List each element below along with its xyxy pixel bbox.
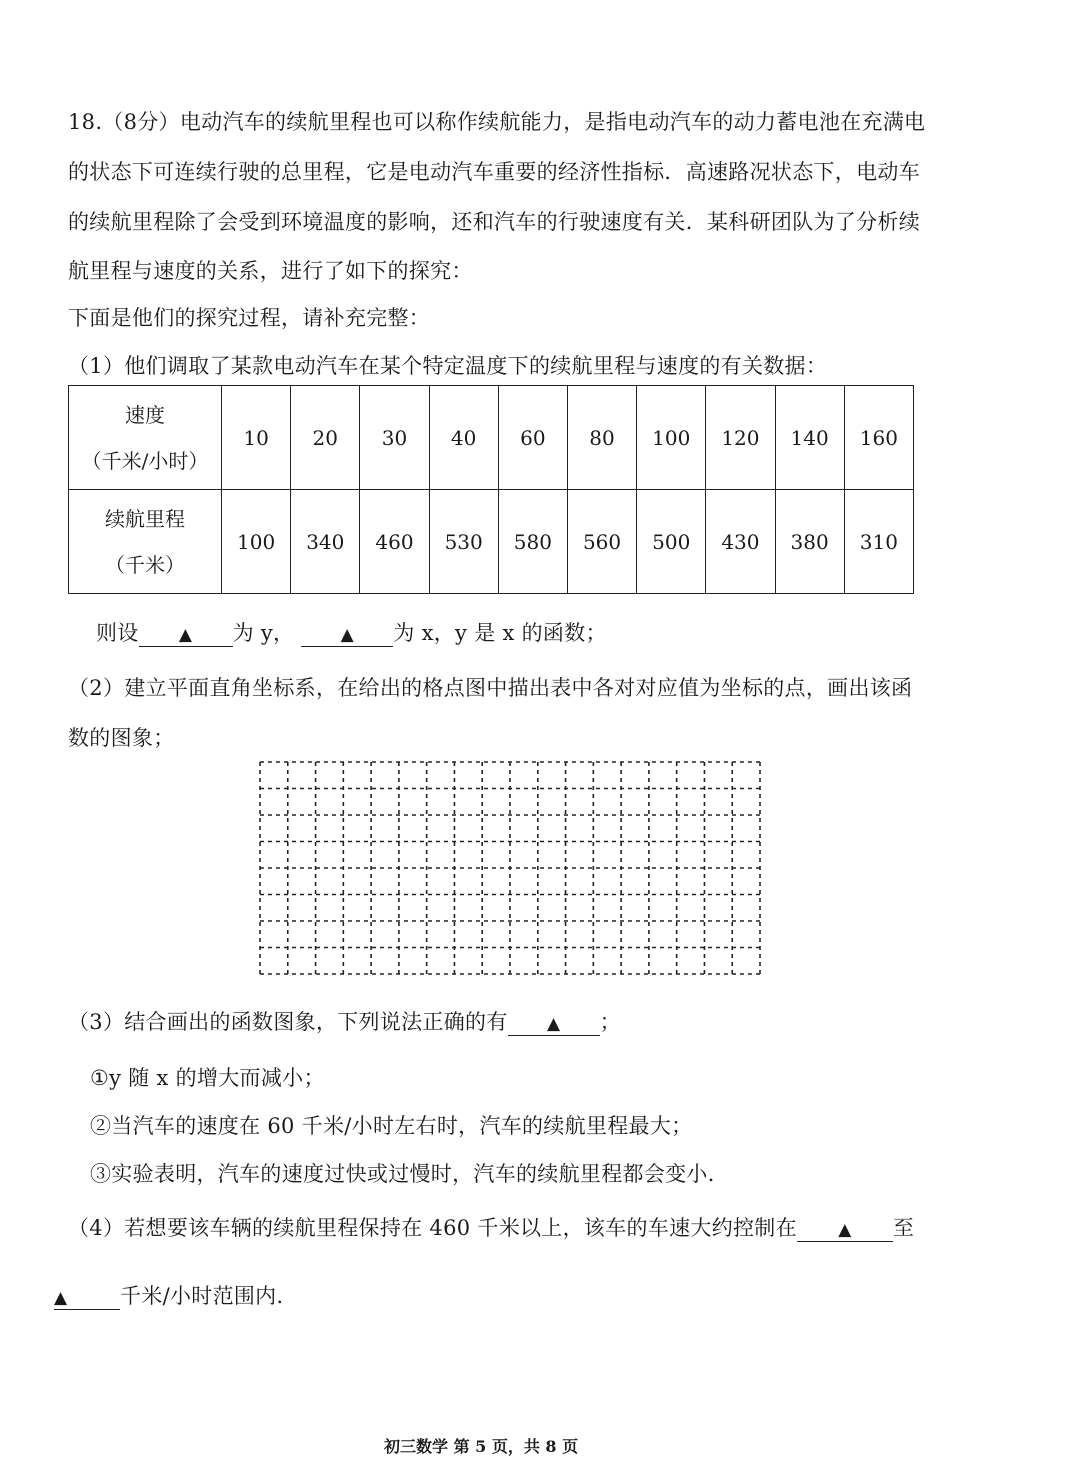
answer-blank-low[interactable]	[797, 1217, 893, 1242]
range-header	[69, 490, 222, 594]
range-cell: 430	[706, 490, 775, 594]
range-header-label: 续航里程	[105, 506, 185, 531]
question-line-4: 航里程与速度的关系，进行了如下的探究：	[68, 259, 473, 283]
range-cell: 310	[844, 490, 913, 594]
part4-end: 千米/小时范围内．	[120, 1284, 298, 1308]
fill-prefix: 则设	[96, 621, 139, 645]
range-cell: 100	[222, 490, 291, 594]
range-header-unit: （千米）	[105, 552, 185, 577]
speed-cell: 30	[360, 386, 429, 490]
part4-line-2	[54, 1280, 298, 1310]
range-cell: 560	[567, 490, 636, 594]
range-cell: 530	[429, 490, 498, 594]
speed-cell: 80	[567, 386, 636, 490]
dotted-grid[interactable]	[258, 760, 764, 978]
question-line-3: 的续航里程除了会受到环境温度的影响，还和汽车的行驶速度有关．某科研团队为了分析续	[68, 210, 920, 234]
part3-prompt: （3）结合画出的函数图象，下列说法正确的有	[68, 1010, 508, 1034]
speed-cell: 120	[706, 386, 775, 490]
range-cell: 460	[360, 490, 429, 594]
speed-cell: 40	[429, 386, 498, 490]
option-3: ③实验表明，汽车的速度过快或过慢时，汽车的续航里程都会变小．	[90, 1162, 729, 1186]
speed-header-unit: （千米/小时）	[81, 448, 209, 473]
part4-to: 至	[892, 1216, 915, 1240]
triangle-icon: ▲	[340, 625, 355, 645]
range-cell: 580	[498, 490, 567, 594]
range-row	[69, 490, 914, 594]
range-cell: 380	[775, 490, 844, 594]
part2-line-2: 数的图象；	[68, 726, 175, 750]
answer-blank-high[interactable]	[54, 1285, 120, 1310]
answer-blank-y[interactable]	[139, 622, 233, 647]
data-table	[68, 385, 914, 594]
part3-end: ；	[599, 1010, 621, 1034]
range-cell: 500	[637, 490, 706, 594]
part4-prompt: （4）若想要该车辆的续航里程保持在 460 千米以上，该车的车速大约控制在	[68, 1216, 797, 1240]
triangle-icon: ▲	[54, 1288, 68, 1308]
speed-cell: 160	[844, 386, 913, 490]
part2-line-1: （2）建立平面直角坐标系，在给出的格点图中描出表中各对对应值为坐标的点，画出该函	[68, 676, 913, 700]
part4-line	[68, 1212, 914, 1242]
part1-fill-line	[96, 617, 607, 647]
fill-mid-1: 为 y，	[232, 621, 295, 645]
range-cell: 340	[291, 490, 360, 594]
speed-header	[69, 386, 222, 490]
question-line-1: 18.（8分）电动汽车的续航里程也可以称作续航能力，是指电动汽车的动力蓄电池在充满电	[68, 110, 926, 134]
answer-blank-x[interactable]	[301, 622, 393, 647]
page-footer: 初三数学 第 5 页，共 8 页	[384, 1437, 579, 1456]
question-line-2: 的状态下可连续行驶的总里程，它是电动汽车重要的经济性指标．高速路况状态下，电动车	[68, 160, 920, 184]
triangle-icon: ▲	[178, 625, 193, 645]
triangle-icon: ▲	[838, 1220, 852, 1240]
option-2: ②当汽车的速度在 60 千米/小时左右时，汽车的续航里程最大；	[90, 1114, 693, 1138]
speed-cell: 20	[291, 386, 360, 490]
option-1: ①y 随 x 的增大而减小；	[90, 1066, 325, 1090]
speed-row	[69, 386, 914, 490]
speed-cell: 100	[637, 386, 706, 490]
speed-cell: 140	[775, 386, 844, 490]
question-line-5: 下面是他们的探究过程，请补充完整：	[68, 306, 431, 330]
speed-cell: 60	[498, 386, 567, 490]
triangle-icon: ▲	[546, 1014, 561, 1034]
speed-header-label: 速度	[125, 402, 165, 427]
part3-line	[68, 1006, 621, 1036]
speed-cell: 10	[222, 386, 291, 490]
part1-prompt: （1）他们调取了某款电动汽车在某个特定温度下的续航里程与速度的有关数据：	[68, 354, 828, 378]
fill-mid-2: 为 x，y 是 x 的函数；	[393, 621, 607, 645]
answer-blank-part3[interactable]	[508, 1011, 600, 1036]
